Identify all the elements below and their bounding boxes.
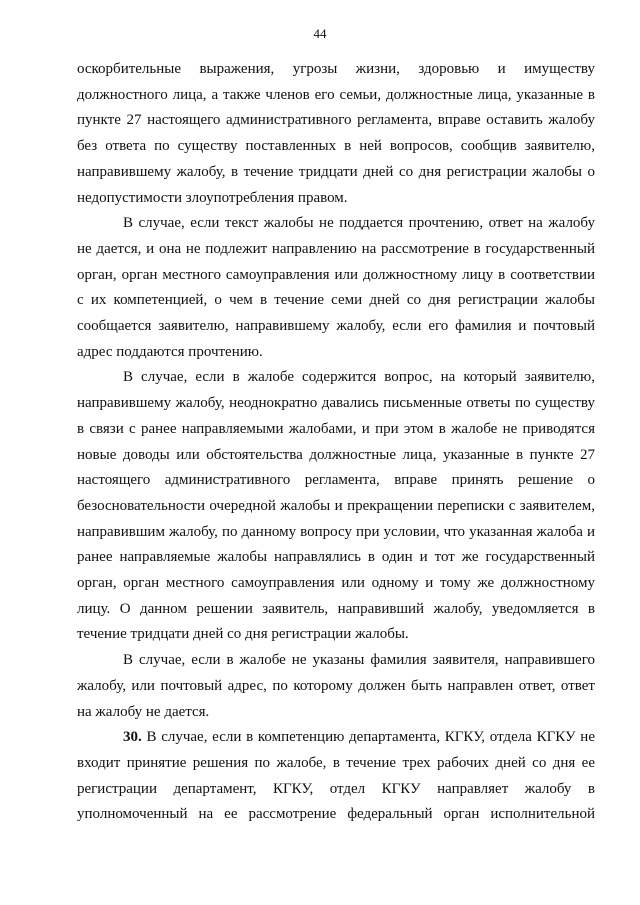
clause-number: 30.	[123, 729, 142, 746]
paragraph-anonymous-complaint: В случае, если в жалобе не указаны фамилия заявителя, направившего жалобу, или почтовый адрес, по которому должен быть направлен ответ, ответ на жалобу не дается.	[77, 652, 595, 720]
clause-30-text: В случае, если в компетенцию департамента, КГКУ, отдела КГКУ не входит принятие решения по жалобе, в течение трех рабочих дней со дня ее регистрации департамент, КГКУ, отдел КГКУ направляет жалобу в уполномоченный на ее рассмотрение федеральный орган исполнительной	[77, 729, 595, 823]
document-body	[77, 57, 595, 828]
paragraph-continuation: оскорбительные выражения, угрозы жизни, здоровью и имуществу должностного лица, а также членов его семьи, должностные лица, указанные в пункте 27 настоящего административного регламента, вправе оставить жалобу без ответа по существу поставленных в ней вопросов, сообщив заявителю, направившему жалобу, в течение тридцати дней со дня регистрации жалобы о недопустимости злоупотребления правом.	[77, 61, 595, 206]
paragraph-clause-30	[77, 725, 595, 828]
page-number: 44	[313, 26, 327, 41]
paragraph-unreadable-complaint: В случае, если текст жалобы не поддается прочтению, ответ на жалобу не дается, и она не подлежит направлению на рассмотрение в государственный орган, орган местного самоуправления или должностному лицу в соответствии с их компетенцией, о чем в течение семи дней со дня регистрации жалобы сообщается заявителю, направившему жалобу, если его фамилия и почтовый адрес поддаются прочтению.	[77, 215, 595, 360]
paragraph-repeated-complaint: В случае, если в жалобе содержится вопрос, на который заявителю, направившему жалобу, неоднократно давались письменные ответы по существу в связи с ранее направляемыми жалобами, и при этом в жалобе не приводятся новые доводы или обстоятельства должностные лица, указанные в пункте 27 настоящего административного регламента, вправе принять решение о безосновательности очередной жалобы и прекращении переписки с заявителем, направившим жалобу, по данному вопросу при условии, что указанная жалоба и ранее направляемые жалобы направлялись в один и тот же государственный орган, орган местного самоуправления или одному и тому же должностному лицу. О данном решении заявитель, направивший жалобу, уведомляется в течение тридцати дней со дня регистрации жалобы.	[77, 369, 595, 643]
